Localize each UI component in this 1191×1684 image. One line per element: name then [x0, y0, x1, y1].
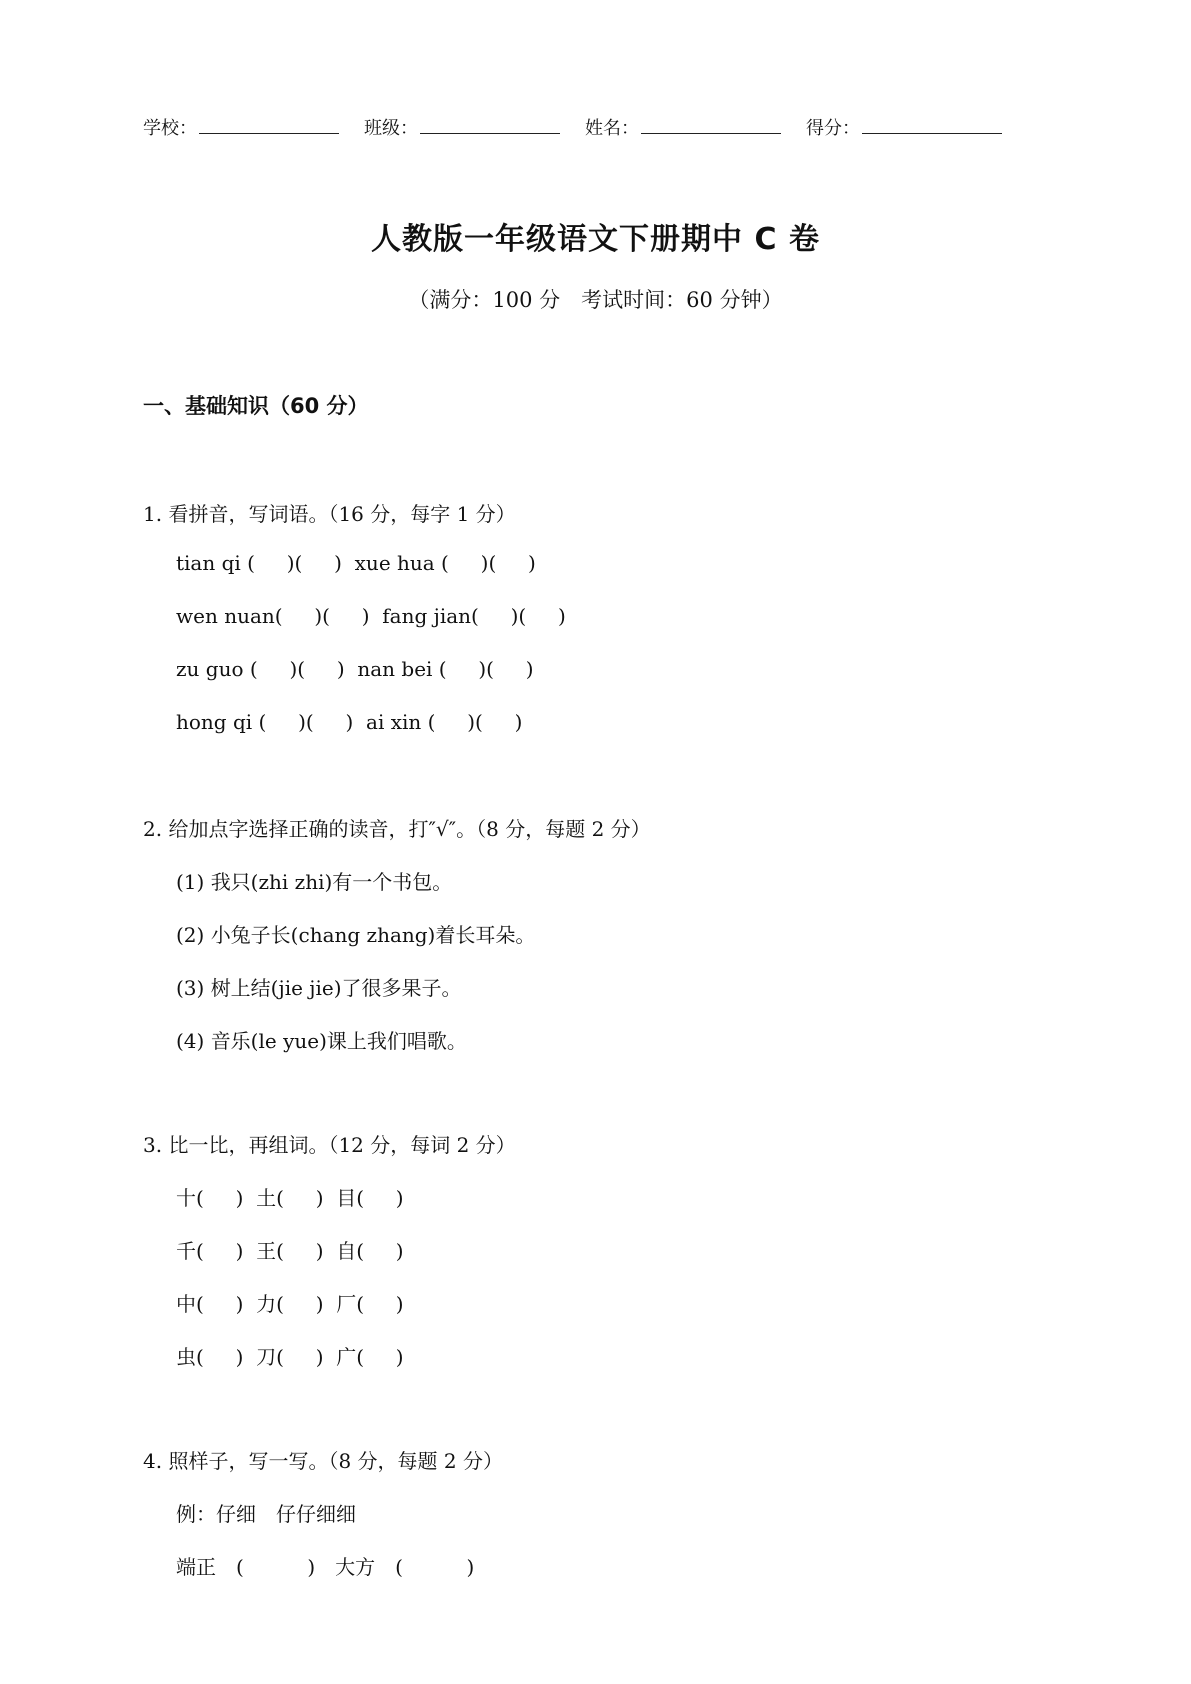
q3-line: 中( ) 力( ) 厂( )	[176, 1292, 404, 1316]
q3-title: 3. 比一比，再组词。（12 分，每词 2 分）	[143, 1133, 516, 1157]
school-blank[interactable]	[199, 117, 339, 134]
q1-line: tian qi ( )( ) xue hua ( )( )	[176, 551, 536, 575]
q3-line: 虫( ) 刀( ) 广( )	[176, 1345, 404, 1369]
score-label: 得分：	[806, 118, 860, 139]
q2-title: 2. 给加点字选择正确的读音，打″√″。（8 分，每题 2 分）	[143, 817, 651, 841]
q3-line: 十( ) 土( ) 目( )	[176, 1186, 404, 1210]
score-blank[interactable]	[862, 117, 1002, 134]
q2-line: (1) 我只(zhi zhi)有一个书包。	[176, 870, 453, 894]
school-field	[143, 114, 339, 140]
q1-line: wen nuan( )( ) fang jian( )( )	[176, 604, 566, 628]
q1-line: zu guo ( )( ) nan bei ( )( )	[176, 657, 534, 681]
q1-title: 1. 看拼音，写词语。（16 分，每字 1 分）	[143, 502, 516, 526]
q2-line: (2) 小兔子长(chang zhang)着长耳朵。	[176, 923, 536, 947]
q2-line: (3) 树上结(jie jie)了很多果子。	[176, 976, 462, 1000]
name-label: 姓名：	[585, 118, 639, 139]
q3-line: 千( ) 王( ) 自( )	[176, 1239, 404, 1263]
q4-example: 例：仔细 仔仔细细	[176, 1502, 356, 1526]
q4-line: 端正 ( ) 大方 ( )	[176, 1555, 475, 1579]
name-blank[interactable]	[641, 117, 781, 134]
q4-title: 4. 照样子，写一写。（8 分，每题 2 分）	[143, 1449, 503, 1473]
exam-subtitle: （满分：100 分 考试时间：60 分钟）	[408, 288, 783, 312]
class-field	[364, 114, 560, 140]
exam-title: 人教版一年级语文下册期中 C 卷	[371, 222, 820, 257]
class-label: 班级：	[364, 118, 418, 139]
score-field	[806, 114, 1002, 140]
name-field	[585, 114, 781, 140]
class-blank[interactable]	[420, 117, 560, 134]
q1-line: hong qi ( )( ) ai xin ( )( )	[176, 710, 523, 734]
q2-line: (4) 音乐(le yue)课上我们唱歌。	[176, 1029, 467, 1053]
school-label: 学校：	[143, 118, 197, 139]
student-info-row	[143, 114, 1023, 142]
section-1-heading: 一、基础知识（60 分）	[143, 394, 369, 418]
